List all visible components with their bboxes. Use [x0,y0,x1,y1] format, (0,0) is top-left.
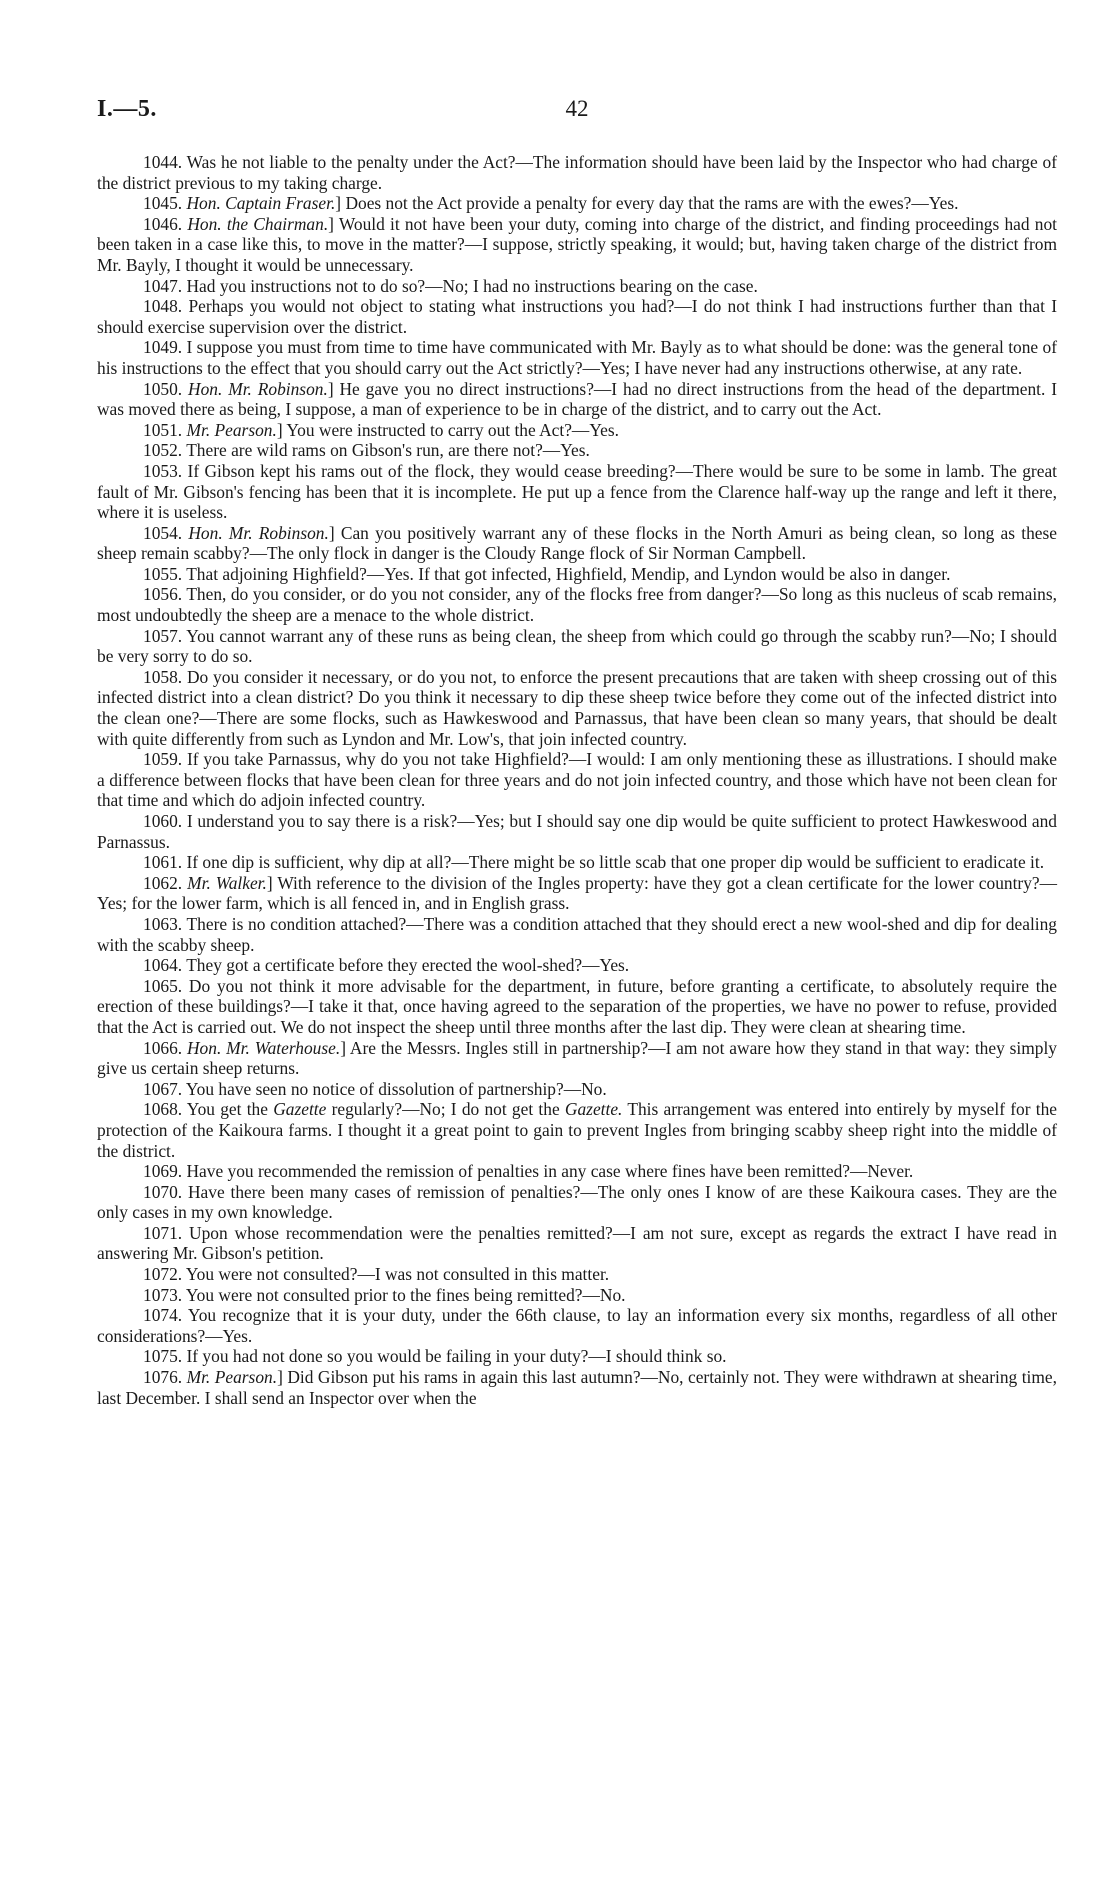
question-1052: 1052. There are wild rams on Gibson's run, are there not?—Yes. [143,440,590,461]
question-1049: 1049. I suppose you must from time to time have communicated with Mr. Bayly as to what should be done: was the general tone of his instructions to the effect that you should carry out the Act strictly?—Yes; I have never had any instructions otherwise, at any rate. [97,337,1057,378]
question-1074: 1074. You recognize that it is your duty, under the 66th clause, to lay an information every six months, regardless of all other considerations?—Yes. [97,1305,1057,1346]
question-1072: 1072. You were not consulted?—I was not consulted in this matter. [143,1264,610,1285]
question-1048: 1048. Perhaps you would not object to stating what instructions you had?—I do not think I had instructions further than that I should exercise supervision over the district. [97,296,1057,337]
question-1051: 1051. Mr. Pearson.] You were instructed to carry out the Act?—Yes. [143,419,619,440]
question-1060: 1060. I understand you to say there is a risk?—Yes; but I should say one dip would be quite sufficient to protect Hawkeswood and Parnassus. [97,811,1057,852]
speaker-name: Hon. Mr. Robinson. [188,378,328,399]
evidence-body [97,152,1057,1408]
speaker-name: Mr. Pearson. [186,419,277,440]
question-1065: 1065. Do you not think it more advisable for the department, in future, before granting a certificate, to absolutely require the erection of these buildings?—I take it that, once having agreed to the separation of the properties, we have no power to refuse, provided that the Act is carried out. We do not inspect the sheep until three months after the last dip. They were clean at shearing time. [97,975,1057,1037]
question-1073: 1073. You were not consulted prior to the fines being remitted?—No. [143,1284,626,1305]
question-1064: 1064. They got a certificate before they erected the wool-shed?—Yes. [143,955,630,976]
speaker-name: Hon. Mr. Robinson. [188,522,329,543]
question-1056: 1056. Then, do you consider, or do you not consider, any of the flocks free from danger?—So long as this nucleus of scab remains, most undoubtedly the sheep are a menace to the whole district. [97,584,1057,626]
question-1044: 1044. Was he not liable to the penalty under the Act?—The information should have been laid by the Inspector who had charge of the district previous to my taking charge. [97,152,1057,193]
question-1070: 1070. Have there been many cases of remission of penalties?—The only ones I know of are these Kaikoura cases. They are the only cases in my own knowledge. [97,1181,1057,1223]
document-reference: I.—5. [97,96,157,122]
speaker-name: Hon. Mr. Waterhouse. [187,1037,341,1058]
question-1071: 1071. Upon whose recommendation were the penalties remitted?—I am not sure, except as regards the extract I have read in answering Mr. Gibson's petition. [97,1222,1057,1264]
question-1045: 1045. Hon. Captain Fraser.] Does not the Act provide a penalty for every day that the rams are with the ewes?—Yes. [143,193,959,214]
speaker-name: Mr. Walker. [187,872,267,893]
question-1068: 1068. You get the Gazette regularly?—No; I do not get the Gazette. This arrangement was entered into entirely by myself for the protection of the Kaikoura farms. I thought it a great point to gain to prevent Ingles from bringing scabby sheep right into the middle of the district. [97,1099,1058,1161]
question-1075: 1075. If you had not done so you would be failing in your duty?—I should think so. [143,1346,727,1367]
question-1055: 1055. That adjoining Highfield?—Yes. If that got infected, Highfield, Mendip, and Lyndon would be also in danger. [143,563,951,584]
speaker-name: Hon. Captain Fraser. [186,193,336,214]
question-1076: 1076. Mr. Pearson.] Did Gibson put his rams in again this last autumn?—No, certainly not. They were withdrawn at shearing time, last December. I shall send an Inspector over when the [97,1367,1057,1408]
page-number: 42 [565,96,589,121]
question-1057: 1057. You cannot warrant any of these runs as being clean, the sheep from which could go through the scabby run?—No; I should be very sorry to do so. [97,625,1058,667]
question-1054: 1054. Hon. Mr. Robinson.] Can you positively warrant any of these flocks in the North Amuri as being clean, so long as these sheep remain scabby?—The only flock in danger is the Cloudy Range flock of Sir Norman Campbell. [97,522,1058,564]
question-1047: 1047. Had you instructions not to do so?—No; I had no instructions bearing on the case. [143,275,758,296]
speaker-name: Mr. Pearson. [186,1367,278,1388]
question-1067: 1067. You have seen no notice of dissolution of partnership?—No. [143,1078,607,1099]
question-1061: 1061. If one dip is sufficient, why dip at all?—There might be so little scab that one proper dip would be sufficient to eradicate it. [143,852,1045,873]
question-1066: 1066. Hon. Mr. Waterhouse.] Are the Messrs. Ingles still in partnership?—I am not aware how they stand in that way: they simply give us certain sheep returns. [97,1037,1057,1079]
question-1062: 1062. Mr. Walker.] With reference to the division of the Ingles property: have they got a clean certificate for the lower country?—Yes; for the lower farm, which is all fenced in, and in English grass. [97,872,1058,914]
question-1050: 1050. Hon. Mr. Robinson.] He gave you no direct instructions?—I had no direct instructions from the head of the department. I was moved there as being, I suppose, a man of experience to be in charge of the district, and to carry out the Act. [97,378,1057,420]
speaker-name: Hon. the Chairman. [187,213,329,234]
question-1059: 1059. If you take Parnassus, why do you not take Highfield?—I would: I am only mentioning these as illustrations. I should make a difference between flocks that have been clean for three years and do not join infected country, and those which have not been clean for that time and which do adjoin infected country. [97,749,1057,811]
question-1046: 1046. Hon. the Chairman.] Would it not have been your duty, coming into charge of the district, and finding proceedings had not been taken in a case like this, to move in the matter?—I suppose, strictly speaking, it would; but, having taken charge of the district from Mr. Bayly, I thought it would be unnecessary. [97,213,1057,275]
question-1053: 1053. If Gibson kept his rams out of the flock, they would cease breeding?—There would be sure to be some in lamb. The great fault of Mr. Gibson's fencing has been that it is incomplete. He put up a fence from the Clarence half-way up the range and left it there, where it is useless. [97,460,1057,523]
question-1058: 1058. Do you consider it necessary, or do you not, to enforce the present precautions that are taken with sheep crossing out of this infected district into a clean district? Do you think it necessary to dip these sheep twice before they come out of the infected district into the clean one?—There are some flocks, such as Hawkeswood and Parnassus, that have been clean so many years, that should be dealt with quite differently from such as Lyndon and Mr. Low's, that join infected country. [97,666,1057,749]
question-1063: 1063. There is no condition attached?—There was a condition attached that they should erect a new wool-shed and dip for dealing with the scabby sheep. [97,913,1057,955]
page-header [97,96,1057,136]
question-1069: 1069. Have you recommended the remission of penalties in any case where fines have been remitted?—Never. [143,1161,914,1182]
